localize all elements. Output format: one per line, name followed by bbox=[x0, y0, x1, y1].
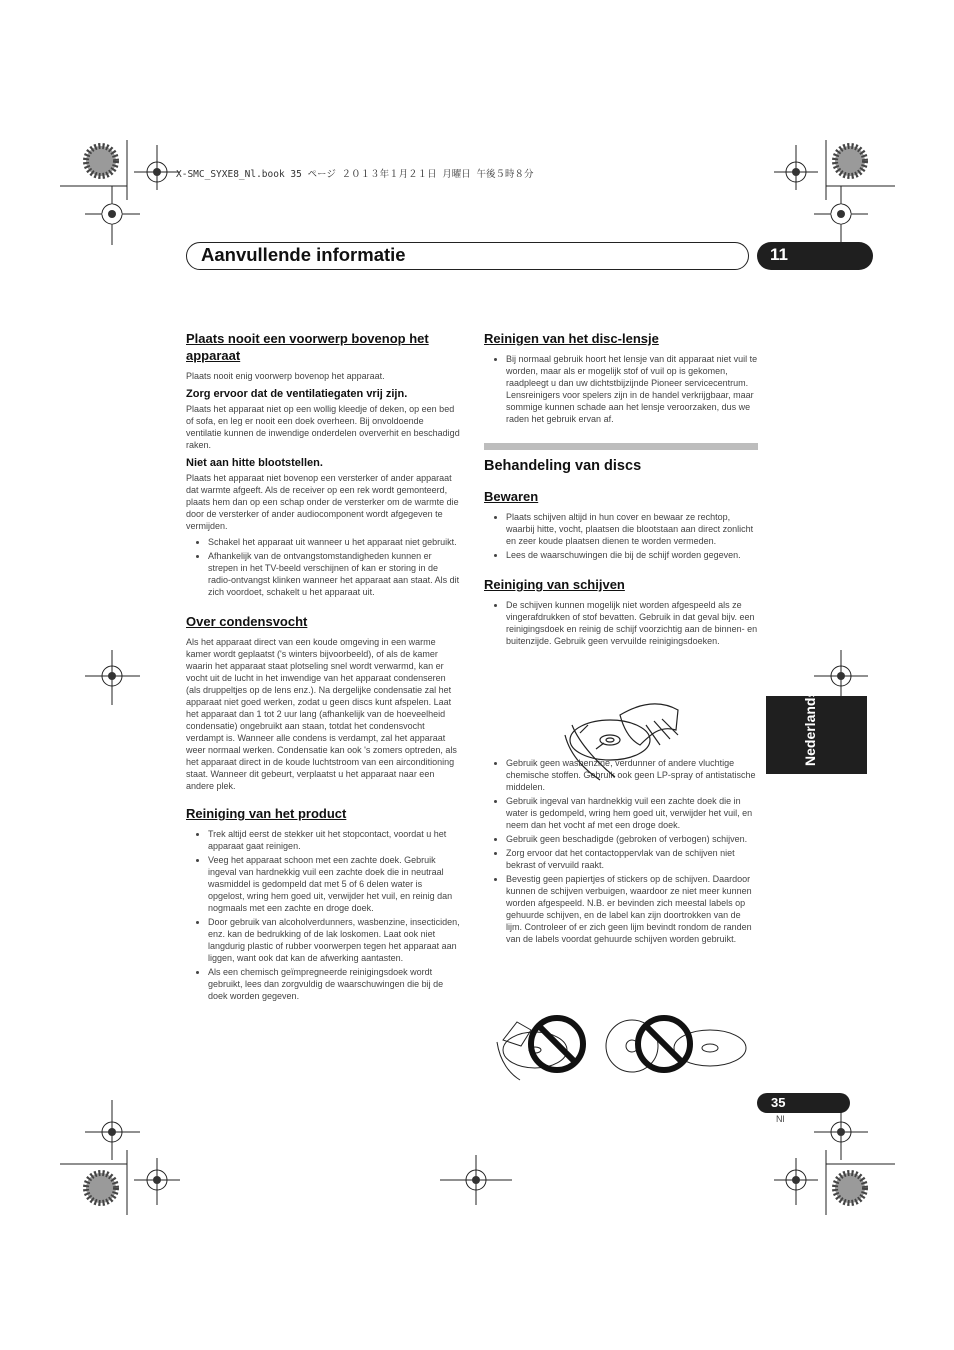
list-item: • Afhankelijk van de ontvangstomstandigheden kunnen er strepen in het TV-beeld verschijnen of kan er storing in de radio-ontvangst klinken wanneer het apparaat aan staat. Als dit zich voordoet, schakelt u het apparaat uit. bbox=[208, 550, 460, 598]
list-item: • Als een chemisch geïmpregneerde reinigingsdoek wordt gebruikt, lees dan zorgvuldig de waarschuwingen die bij de doek worden gegeven. bbox=[208, 966, 460, 1002]
list-item: • Gebruik geen wasbenzine, verdunner of andere vluchtige chemische stoffen. Gebruik ook geen LP-spray of antistatische middelen. bbox=[506, 757, 758, 793]
list-item: • Gebruik geen beschadigde (gebroken of verbogen) schijven. bbox=[506, 833, 758, 845]
bullet-list bbox=[186, 828, 460, 1002]
list-item: • Bij normaal gebruik hoort het lensje van dit apparaat niet vuil te worden, maar als er mogelijk stof of vuil op is gekomen, raadpleegt u dan uw dichtstbijzijnde Pioneer servicecentrum. Lensreinigers voor spelers zijn in de handel verkrijgbaar, maar sommige kunnen schade aan het lensje veroorzaken, dus we raden het gebruik ervan af. bbox=[506, 353, 758, 425]
language-tab-label: Nederlands bbox=[802, 689, 818, 766]
list-item: • Zorg ervoor dat het contactoppervlak van de schijven niet bekrast of vervuild raakt. bbox=[506, 847, 758, 871]
bullet-list bbox=[484, 757, 758, 945]
chapter-number: 11 bbox=[770, 245, 788, 264]
right-column bbox=[484, 330, 758, 951]
heading-lens-cleaning: Reinigen van het disc-lensje bbox=[484, 331, 659, 346]
bullet-list bbox=[186, 536, 460, 598]
chapter-title: Aanvullende informatie bbox=[201, 244, 406, 265]
bullet-list bbox=[484, 511, 758, 561]
paragraph: Plaats het apparaat niet bovenop een versterker of ander apparaat dat warmte afgeeft. Als de receiver op een rek wordt gemonteerd, plaats hem dan op een schap onder de versterker om de warmte die door de versterker of ander audiocomponent wordt afgegeven te vermijden. bbox=[186, 473, 459, 531]
disc-wiping-illustration bbox=[560, 695, 690, 785]
heading-storage: Bewaren bbox=[484, 489, 539, 504]
chapter-number-badge bbox=[757, 242, 873, 270]
list-item: • De schijven kunnen mogelijk niet worden afgespeeld als ze vingerafdrukken of stof bevatten. Gebruik in dat geval bijv. een reinigingsdoek en reinig de schijf voorzichtig aan de binnen- en buitenzijde. Gebruik geen vervuilde reinigingsdoeken. bbox=[506, 599, 758, 647]
list-item: • Schakel het apparaat uit wanneer u het apparaat niet gebruikt. bbox=[208, 536, 460, 548]
paragraph: Als het apparaat direct van een koude omgeving in een warme kamer wordt geplaatst ('s winters bijvoorbeeld), of als de kamer waarin het apparaat staat plotseling snel wordt verwarmd, kan er vocht uit de lucht in het inwendige van het apparaat condenseren (als druppeltjes op de lens enz.). Na dergelijke condensatie zal het apparaat niet goed werken, zodat u geen discs kunt afspelen. Laat het apparaat dan 1 tot 2 uur lang (afhankelijk van de hoeveelheid condensatie) ongebruikt aan staan, totdat het condensvocht verdampt is. Wanneer alle condens is verdampt, zal het apparaat weer normaal werken. Condensatie kan ook 's zomers optreden, als het apparaat direct in de koude luchtstroom van een airconditioning staat. Wanneer dit gebeurt, verplaatst u het apparaat naar een andere plek. bbox=[186, 637, 457, 791]
section-title-disc-handling: Behandeling van discs bbox=[484, 458, 642, 474]
subheading-heat: Niet aan hitte blootstellen. bbox=[186, 457, 323, 469]
prohibited-sticker-illustration bbox=[495, 1012, 595, 1082]
list-item: • Bevestig geen papiertjes of stickers op de schijven. Daardoor kunnen de schijven verbuigen, waardoor ze niet meer kunnen worden afgespeeld. N.B. er bevinden zich meestal labels op gehuurde schijven, en de label kan zijn doortrokken van de lijm. Controleer of er zich geen lijm bevindt rondom de randen van de labels voordat gehuurde schijven worden gebruikt. bbox=[506, 873, 758, 945]
heading-product-cleaning: Reiniging van het product bbox=[186, 806, 347, 821]
list-item: • Door gebruik van alcoholverdunners, wasbenzine, insecticiden, enz. kan de bedrukking of de lak loskomen. Laat ook niet langdurig plastic of rubber voorwerpen tegen het apparaat aan liggen, want ook dat kan de afwerking aantasten. bbox=[208, 916, 460, 964]
page-language-code: Nl bbox=[776, 1114, 785, 1124]
left-column bbox=[186, 330, 460, 1008]
section-divider bbox=[484, 443, 758, 450]
heading-no-objects: Plaats nooit een voorwerp bovenop het apparaat bbox=[186, 331, 429, 363]
bullet-list bbox=[484, 353, 758, 425]
list-item: • Veeg het apparaat schoon met een zachte doek. Gebruik ingeval van hardnekkig vuil een zachte doek die in neutraal wasmiddel is gedompeld dat met 5 of 6 delen water is opgelost, wring hem goed uit, verwijder het vuil, en reinig dan nogmaals met een zachte en droge doek. bbox=[208, 854, 460, 914]
subheading-ventilation: Zorg ervoor dat de ventilatiegaten vrij zijn. bbox=[186, 388, 408, 400]
paragraph: Plaats het apparaat niet op een wollig kleedje of deken, op een bed of sofa, en leg er nooit een doek overheen. Bij onvoldoende ventilatie kunnen de inwendige onderdelen oververhit en beschadigd raken. bbox=[186, 404, 460, 450]
list-item: • Plaats schijven altijd in hun cover en bewaar ze rechtop, waarbij hitte, vocht, plaatsen die blootstaan aan direct zonlicht en zeer koude plaatsen dienen te worden vermeden. bbox=[506, 511, 758, 547]
prohibited-damaged-disc-illustration bbox=[602, 1012, 752, 1082]
language-tab bbox=[766, 689, 867, 774]
chapter-header bbox=[186, 242, 749, 270]
heading-condensation: Over condensvocht bbox=[186, 614, 308, 629]
paragraph: Plaats nooit enig voorwerp bovenop het apparaat. bbox=[186, 371, 385, 381]
print-info: X-SMC_SYXE8_Nl.book 35 ページ ２０１３年１月２１日 月曜日 午後５時８分 bbox=[176, 169, 534, 180]
page-number: 35 bbox=[771, 1095, 786, 1110]
bullet-list bbox=[484, 599, 758, 647]
heading-disc-cleaning: Reiniging van schijven bbox=[484, 577, 625, 592]
list-item: • Gebruik ingeval van hardnekkig vuil een zachte doek die in water is gedompeld, wring hem goed uit, verwijder het vuil, en neem dan het vocht af met een droge doek. bbox=[506, 795, 758, 831]
page-number-badge bbox=[757, 1093, 850, 1113]
list-item: • Lees de waarschuwingen die bij de schijf worden gegeven. bbox=[506, 549, 758, 561]
list-item: • Trek altijd eerst de stekker uit het stopcontact, voordat u het apparaat gaat reinigen. bbox=[208, 828, 460, 852]
